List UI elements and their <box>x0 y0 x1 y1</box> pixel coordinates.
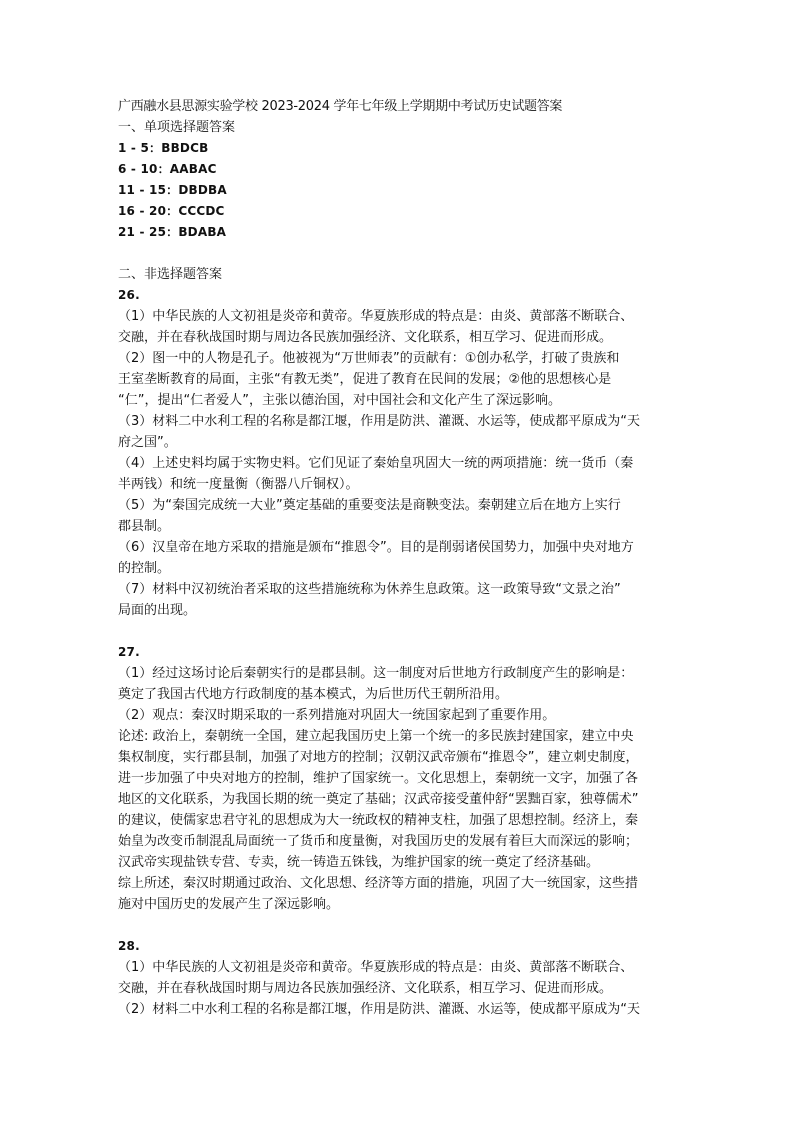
answer-line: 综上所述，秦汉时期通过政治、文化思想、经济等方面的措施，巩固了大一统国家，这些措 <box>118 876 639 891</box>
answer-line: （3）材料二中水利工程的名称是都江堰，作用是防洪、灌溉、水运等，使成都平原成为“天 <box>118 414 641 429</box>
question-number: 26. <box>118 288 140 302</box>
answer-line: 的控制。 <box>118 561 171 576</box>
choice-answer-row: 11 - 15：DBDBA <box>118 183 227 197</box>
answer-line: 施对中国历史的发展产生了深远影响。 <box>118 897 340 912</box>
answer-line: 半两钱）和统一度量衡（衡器八斤铜权）。 <box>118 477 359 492</box>
answer-line: （4）上述史料均属于实物史料。它们见证了秦始皇巩固大一统的两项措施：统一货币（秦 <box>118 456 634 471</box>
answer-line: （1）中华民族的人文初祖是炎帝和黄帝。华夏族形成的特点是：由炎、黄部落不断联合、 <box>118 309 634 324</box>
answer-line: 进一步加强了中央对地方的控制，维护了国家统一。文化思想上，秦朝统一文字，加强了各 <box>118 771 639 786</box>
spacer <box>118 621 684 642</box>
answer-line: “仁”，提出“仁者爱人”，主张以德治国，对中国社会和文化产生了深远影响。 <box>118 393 561 408</box>
spacer <box>118 915 684 936</box>
answer-line: （7）材料中汉初统治者采取的这些措施统称为休养生息政策。这一政策导致“文景之治” <box>118 582 621 597</box>
answer-line: 交融，并在春秋战国时期与周边各民族加强经济、文化联系，相互学习、促进而形成。 <box>118 330 613 345</box>
answer-line: 府之国”。 <box>118 435 177 450</box>
answer-line: （1）中华民族的人文初祖是炎帝和黄帝。华夏族形成的特点是：由炎、黄部落不断联合、 <box>118 960 634 975</box>
question-27 <box>118 642 684 915</box>
answer-line: 郡县制。 <box>118 519 171 534</box>
answer-line: （2）观点：秦汉时期采取的一系列措施对巩固大一统国家起到了重要作用。 <box>118 708 556 723</box>
question-number: 27. <box>118 645 140 659</box>
answer-line: （5）为“秦国完成统一大业”奠定基础的重要变法是商鞅变法。秦朝建立后在地方上实行 <box>118 498 621 513</box>
answer-line: （1）经过这场讨论后秦朝实行的是郡县制。这一制度对后世地方行政制度产生的影响是： <box>118 666 634 681</box>
answer-line: （6）汉皇帝在地方采取的措施是颁布“推恩令”。目的是削弱诸侯国势力，加强中央对地方 <box>118 540 634 555</box>
answer-line: 交融，并在春秋战国时期与周边各民族加强经济、文化联系，相互学习、促进而形成。 <box>118 981 613 996</box>
answer-line: 始皇为改变币制混乱局面统一了货币和度量衡，对我国历史的发展有着巨大而深远的影响； <box>118 834 639 849</box>
answer-line: （2）材料二中水利工程的名称是都江堰，作用是防洪、灌溉、水运等，使成都平原成为“天 <box>118 1002 641 1017</box>
answer-line: 集权制度，实行郡县制，加强了对地方的控制；汉朝汉武帝颁布“推恩令”，建立刺史制度， <box>118 750 639 765</box>
answer-line: 的建议，使儒家忠君守礼的思想成为大一统政权的精神支柱，加强了思想控制。经济上，秦 <box>118 813 639 828</box>
answer-line: 地区的文化联系，为我国长期的统一奠定了基础；汉武帝接受董仲舒“罢黜百家，独尊儒术” <box>118 792 639 807</box>
section1-heading: 一、单项选择题答案 <box>118 120 236 135</box>
answer-line: （2）图一中的人物是孔子。他被视为“万世师表”的贡献有：①创办私学，打破了贵族和 <box>118 351 620 366</box>
answer-line: 汉武帝实现盐铁专营、专卖，统一铸造五铢钱，为维护国家的统一奠定了经济基础。 <box>118 855 600 870</box>
question-number: 28. <box>118 939 140 953</box>
answer-line: 奠定了我国古代地方行政制度的基本模式，为后世历代王朝所沿用。 <box>118 687 509 702</box>
question-26 <box>118 285 684 621</box>
choice-answer-row: 1 - 5：BBDCB <box>118 141 209 155</box>
choice-answer-row: 16 - 20：CCCDC <box>118 204 225 218</box>
document-title: 广西融水县思源实验学校 2023-2024 学年七年级上学期期中考试历史试题答案 <box>118 99 563 114</box>
spacer <box>118 243 684 264</box>
choice-answer-row: 21 - 25：BDABA <box>118 225 227 239</box>
choice-answer-row: 6 - 10：AABAC <box>118 162 217 176</box>
answer-line: 局面的出现。 <box>118 603 197 618</box>
section2-heading: 二、非选择题答案 <box>118 267 223 282</box>
answer-line: 论述: 政治上，秦朝统一全国，建立起我国历史上第一个统一的多民族封建国家，建立中央 <box>118 729 634 744</box>
question-28 <box>118 936 684 1020</box>
answer-line: 王室垄断教育的局面，主张“有教无类”，促进了教育在民间的发展；②他的思想核心是 <box>118 372 612 387</box>
document-body <box>118 96 684 1020</box>
choice-answer-list <box>118 138 684 243</box>
